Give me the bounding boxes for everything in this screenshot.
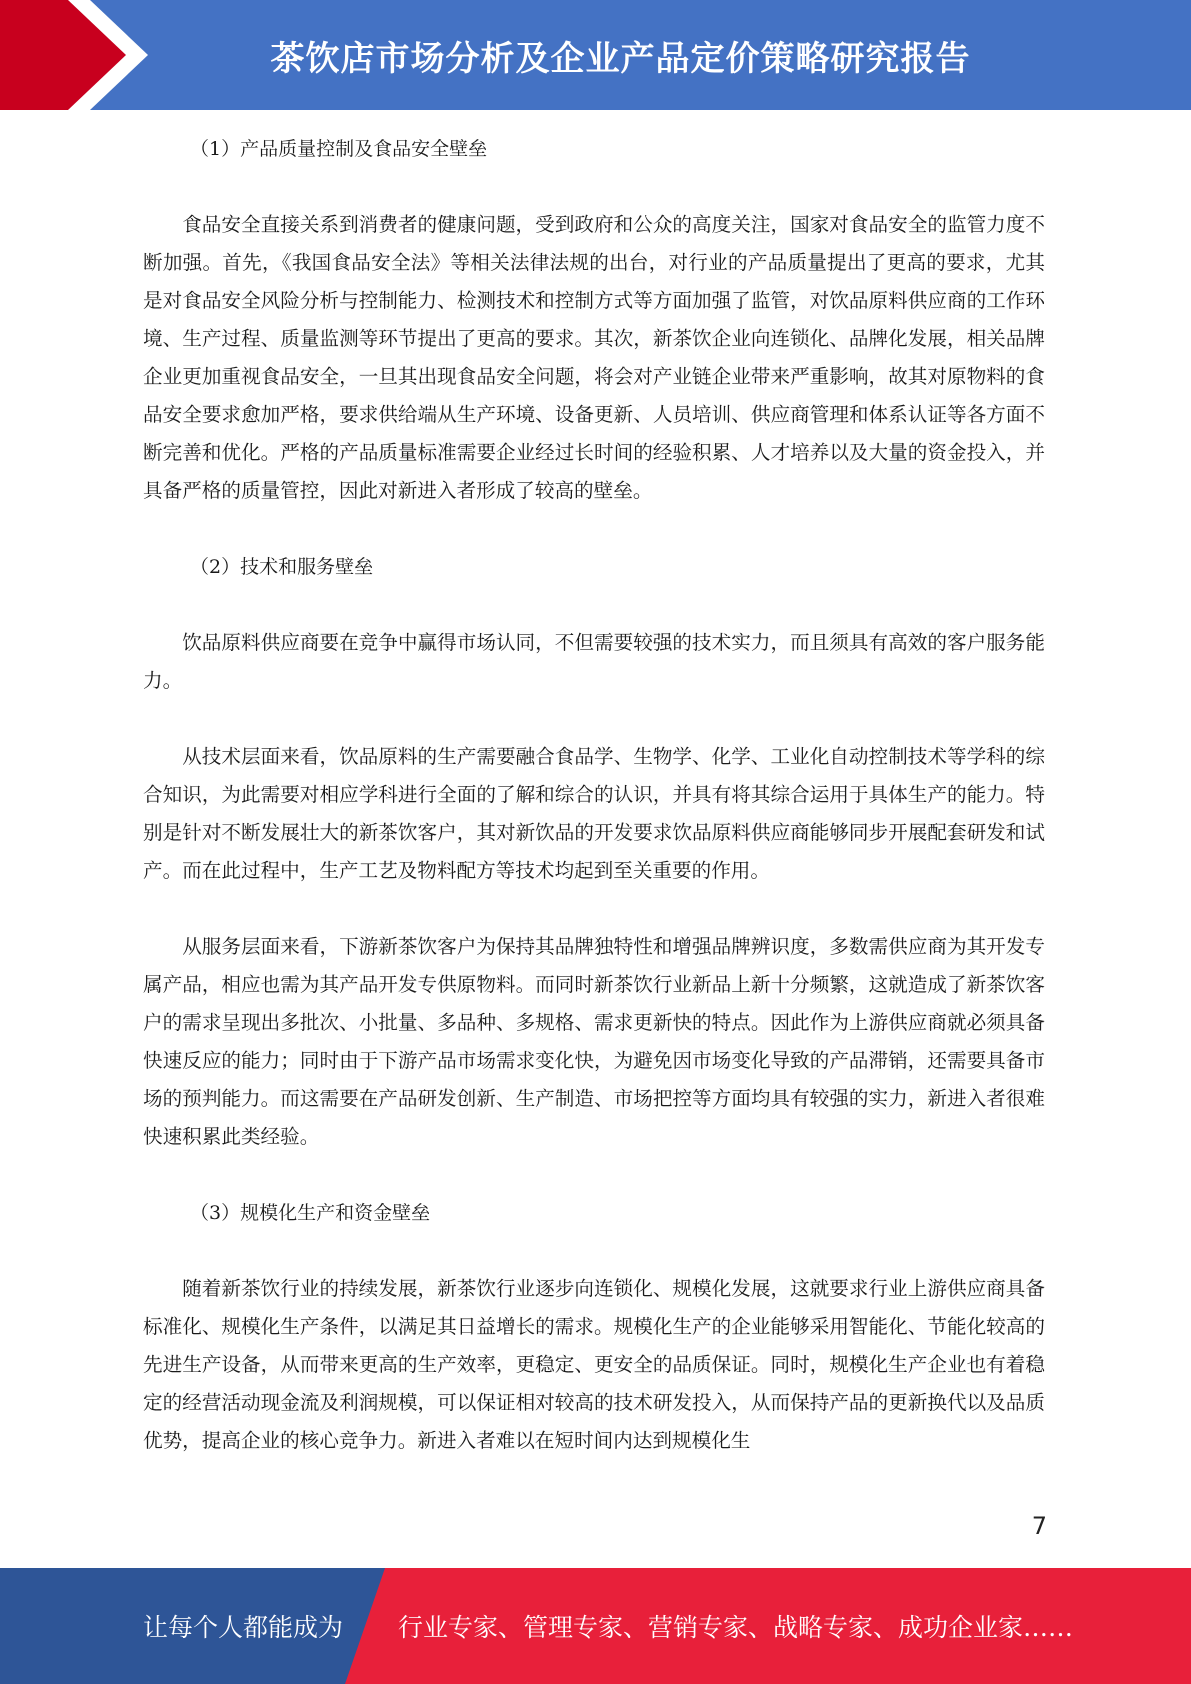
section-heading-2: （2）技术和服务壁垒 (190, 556, 374, 578)
paragraph-3-1: 随着新茶饮行业的持续发展，新茶饮行业逐步向连锁化、规模化发展，这就要求行业上游供应商具备标准化、规模化生产条件，以满足其日益增长的需求。规模化生产的企业能够采用智能化、节能化较高的先进生产设备，从而带来更高的生产效率，更稳定、更安全的品质保证。同时，规模化生产企业也有着稳定的经营活动现金流及利润规模，可以保证相对较高的技术研发投入，从而保持产品的更新换代以及品质优势，提高企业的核心竞争力。新进入者难以在短时间内达到规模化生 (143, 1277, 1045, 1452)
paragraph-2-2: 从技术层面来看，饮品原料的生产需要融合食品学、生物学、化学、工业化自动控制技术等学科的综合知识，为此需要对相应学科进行全面的了解和综合的认识，并具有将其综合运用于具体生产的能力。特别是针对不断发展壮大的新茶饮客户，其对新饮品的开发要求饮品原料供应商能够同步开展配套研发和试产。而在此过程中，生产工艺及物料配方等技术均起到至关重要的作用。 (143, 745, 1045, 882)
page-footer (0, 1568, 1191, 1684)
footer-slogan-right: 行业专家、管理专家、营销专家、战略专家、成功企业家…… (398, 1613, 1074, 1642)
paragraph-2-3: 从服务层面来看，下游新茶饮客户为保持其品牌独特性和增强品牌辨识度，多数需供应商为其开发专属产品，相应也需为其产品开发专供原物料。而同时新茶饮行业新品上新十分频繁，这就造成了新茶饮客户的需求呈现出多批次、小批量、多品种、多规格、需求更新快的特点。因此作为上游供应商就必须具备快速反应的能力；同时由于下游产品市场需求变化快，为避免因市场变化导致的产品滞销，还需要具备市场的预判能力。而这需要在产品研发创新、生产制造、市场把控等方面均具有较强的实力，新进入者很难快速积累此类经验。 (143, 935, 1045, 1148)
report-title: 茶饮店市场分析及企业产品定价策略研究报告 (270, 38, 971, 79)
document-body (143, 130, 1045, 1460)
paragraph-2-1: 饮品原料供应商要在竞争中赢得市场认同，不但需要较强的技术实力，而且须具有高效的客户服务能力。 (143, 631, 1045, 692)
footer-slogan-left: 让每个人都能成为 (143, 1613, 344, 1642)
page-number: 7 (1031, 1512, 1047, 1540)
page-header (0, 0, 1191, 110)
paragraph-1-1: 食品安全直接关系到消费者的健康问题，受到政府和公众的高度关注，国家对食品安全的监管力度不断加强。首先，《我国食品安全法》等相关法律法规的出台，对行业的产品质量提出了更高的要求，尤其是对食品安全风险分析与控制能力、检测技术和控制方式等方面加强了监管，对饮品原料供应商的工作环境、生产过程、质量监测等环节提出了更高的要求。其次，新茶饮企业向连锁化、品牌化发展，相关品牌企业更加重视食品安全，一旦其出现食品安全问题，将会对产业链企业带来严重影响，故其对原物料的食品安全要求愈加严格，要求供给端从生产环境、设备更新、人员培训、供应商管理和体系认证等各方面不断完善和优化。严格的产品质量标准需要企业经过长时间的经验积累、人才培养以及大量的资金投入，并具备严格的质量管控，因此对新进入者形成了较高的壁垒。 (143, 213, 1045, 502)
section-heading-3: （3）规模化生产和资金壁垒 (190, 1202, 431, 1224)
section-heading-1: （1）产品质量控制及食品安全壁垒 (190, 138, 488, 160)
